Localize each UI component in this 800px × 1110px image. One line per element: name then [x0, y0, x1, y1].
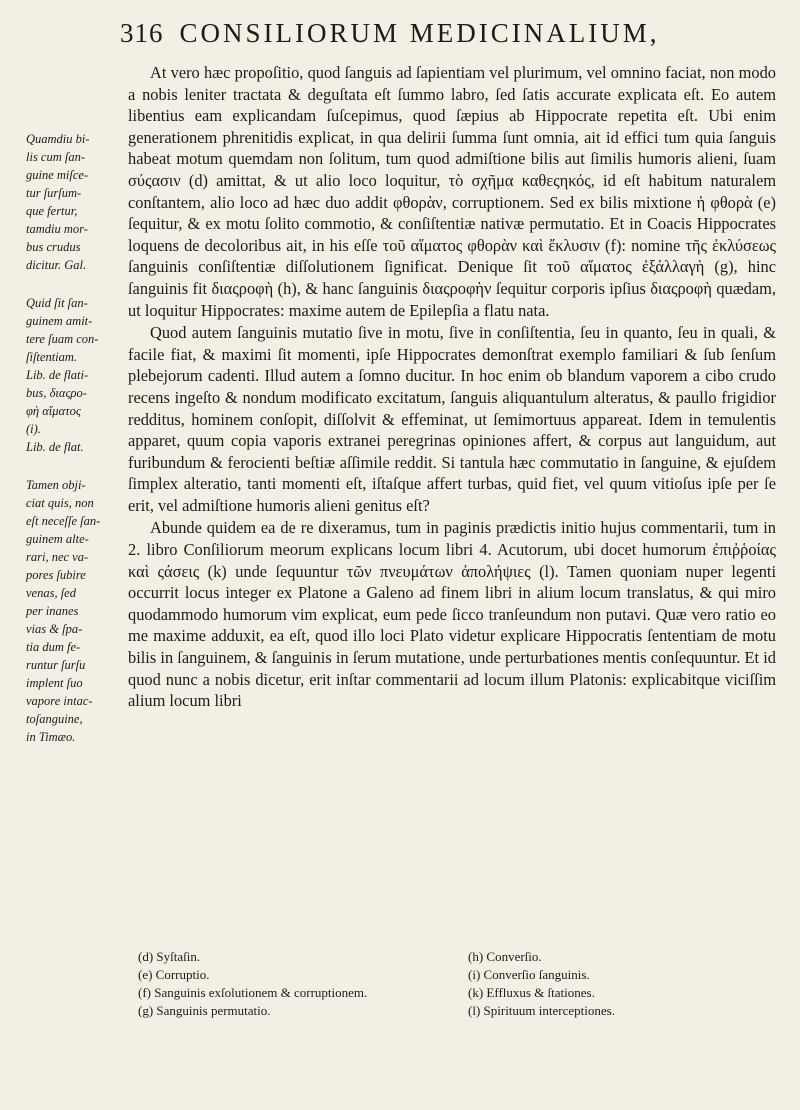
paragraph: Abunde quidem ea de re dixeramus, tum in paginis prædictis initio hujus commentarii, tum in 2. libro Conſiliorum meorum explicans locum libri 4. Acutorum, ubi docet humorum ἐπιῤῥοίας καὶ ςάσεις (k) unde ſequuntur τῶν πνευμάτων ἀπολήψιες (l). Tamen quoniam nuper legenti occurrit locus integer ex Platone a Galeno ad finem libri in alium locum translatus, & qui miro quodammodo humorum vim explicat, eum pede ſicco tranſeundum non putavi. Quæ vero ratio eo me maxime adduxit, ea eſt, quod illo loci Plato videtur explicare Hippocratis ſententiam de motu bilis in ſanguinem, & ſanguinis in ſerum mutatione, unde perturbationes mentis conſequuntur. Et id quod nunc a nobis dicetur, erit inſtar commentarii ad locum illum Platonis: explicabitque viciſſim alium locum libri [128, 518, 776, 711]
footnote: (f) Sanguinis exſolutionem & corruptionem. [138, 985, 368, 1000]
body-text [128, 62, 776, 712]
paragraph: At vero hæc propoſitio, quod ſanguis ad ſapientiam vel plurimum, vel omnino faciat, non modo a nobis leniter tractata & deguſtata eſt ſummo labro, ſed ſatis accurate explicata eſt. Eo autem libentius eam explicandam ſuſcepimus, quod ſæpius ab Hippocrate repetita eſt. Ubi enim generationem phrenitidis explicat, in qua delirii ſumma ſunt omnia, ait id effici tum quia ſanguis habeat motum quemdam non ſolitum, tum quod admiſtione bilis aut ſimilis humoris alieni, ſuam σύςασιν (d) amittat, & ut alio loco loquitur, τὸ σχῆμα καθεςηκός, id eſt habitum naturalem conſtantem, alio loco ad hæc duo addit φθορὰν, corruptionem. Sed ex bilis mixtione ἡ φθορὰ (e) ſequitur, & ex motu ſolito commotio, & conſiſtentiæ nativæ permutatio. Et in Coacis Hippocrates loquens de decoloribus ait, in his eſſe τοῦ αἵματος φθορὰν καὶ ἔκλυσιν (f): nomine τῆς ἐκλύσεως ſanguinis conſiſtentiæ diſſolutionem ſignificat. Denique ſit τοῦ αἵματος ἐξάλλαγὴ (g), hinc ſanguinis fit διαςροφὴ (h), & hanc ſanguinis διαςροφὴν ſequitur corporis ipſius διαςροφὴ quædam, ut loquitur Hippocrates: maxime autem de Epilepſia a flatu nata. [128, 63, 776, 320]
footnotes-right-column [468, 948, 738, 1020]
footnotes [138, 948, 738, 1058]
footnote: (i) Converſio ſanguinis. [468, 967, 590, 982]
margin-notes [26, 130, 122, 758]
footnote: (g) Sanguinis permutatio. [138, 1003, 271, 1018]
margin-note: Quamdiu bi- lis cum ſan- guine miſce- tur ſurſum- que fertur, tamdiu mor- bus crudus dicitur. Gal. [26, 132, 90, 272]
margin-note: Quid ſit ſan- guinem amit- tere ſuam con- ſiſtentiam. Lib. de flati- bus, διαςρο- φὴ αἵματος (i). Lib. de flat. [26, 296, 99, 454]
footnote: (h) Converſio. [468, 949, 542, 964]
page-number: 316 [120, 18, 164, 48]
running-title: CONSILIORUM MEDICINALIUM, [179, 18, 660, 48]
margin-note: Tamen obji- ciat quis, non eſt neceſſe ſan- guinem alte- rari, nec va- pores ſubire venas, ſed per inanes vias & ſpa- tia dum fe- runtur ſurſu implent ſuo vapore intac- toſanguine, in Timæo. [26, 478, 101, 744]
paragraph: Quod autem ſanguinis mutatio ſive in motu, ſive in conſiſtentia, ſeu in quanto, ſeu in quali, & facile fiat, & maximi ſit momenti, ipſe Hippocrates demonſtrat exemplo familiari & ſub ſenſum plebejorum cadenti. Illud autem a ſomno ducitur. In hoc enim ob blandum vaporem a cibo crudo recens ingeſto & nondum modificato excitatum, ſanguis aliquantulum alteratus, & paullo frigidior redditus, hominem conſopit, diſſolvit & effeminat, ut ſemimortuus appareat. Idem in temulentis apparet, quum copia vaporis extranei peregrinas opiniones affert, & corpus aut languidum, aut furibundum & ferocienti beſtiæ aſſimile reddit. Si tantula hæc commutatio in ſanguine, & ejuſdem ſimplex alteratio, tanti momenti eſt, iſtaſque affert turbas, quid fiet, vel quum vitioſus ipſe per ſe erit, vel admiſtione humoris alieni genitus eſt? [128, 323, 776, 515]
footnote: (e) Corruptio. [138, 967, 210, 982]
footnotes-left-column [138, 948, 428, 1020]
footnote: (k) Effluxus & ſtationes. [468, 985, 595, 1000]
footnote: (l) Spirituum interceptiones. [468, 1003, 615, 1018]
page-header [120, 18, 780, 58]
footnote: (d) Syſtaſin. [138, 949, 201, 964]
